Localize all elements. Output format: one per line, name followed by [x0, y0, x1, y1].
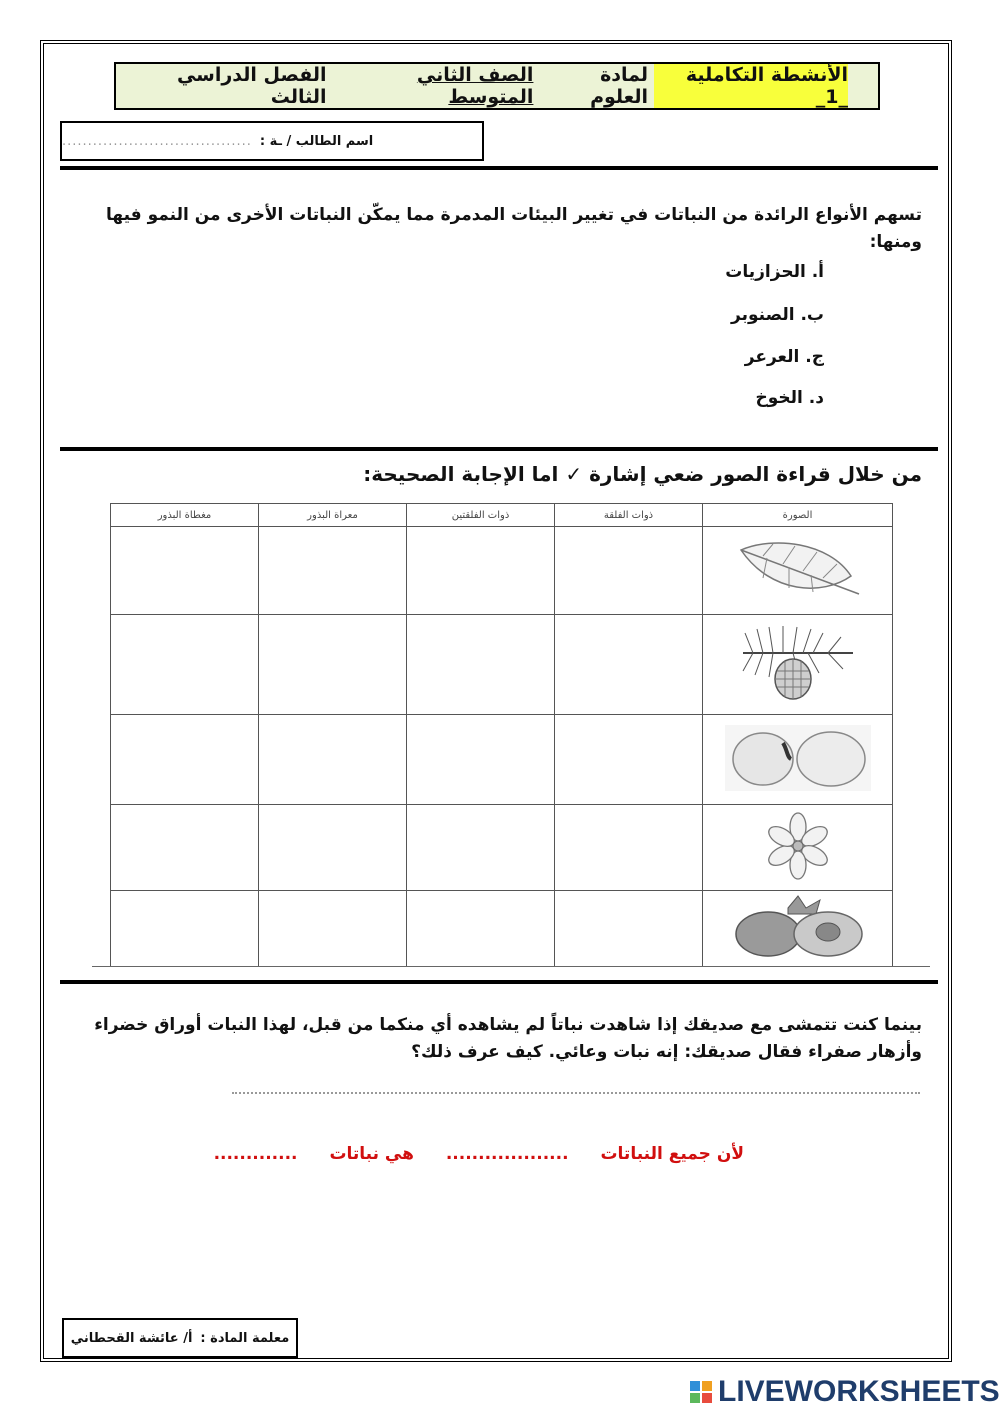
- table-header-row: [111, 504, 893, 527]
- student-name-label: اسم الطالب / ـة :: [259, 133, 374, 149]
- answer-cell[interactable]: [259, 615, 407, 715]
- divider: [60, 166, 938, 170]
- answer-cell[interactable]: [111, 805, 259, 891]
- divider: [60, 447, 938, 451]
- answer-cell[interactable]: [259, 527, 407, 615]
- answer-cell[interactable]: [407, 891, 555, 967]
- col-angiosperm: مغطاة البذور: [111, 504, 259, 527]
- table-row: [111, 527, 893, 615]
- answer-part-1: لأن جميع النباتات: [600, 1144, 744, 1164]
- title-subject: لمادة العلوم: [590, 64, 649, 108]
- student-name-field[interactable]: [60, 121, 484, 161]
- answer-cell[interactable]: [407, 715, 555, 805]
- answer-cell[interactable]: [555, 527, 703, 615]
- question-1-stem: تسهم الأنواع الرائدة من النباتات في تغيير البيئات المدمرة مما يمكّن النباتات الأخرى من النمو فيها ومنها:: [106, 205, 922, 252]
- title-activity: الأنشطة التكاملية _1_: [654, 64, 848, 108]
- table-row: [111, 891, 893, 967]
- col-monocot: ذوات الفلقة: [555, 504, 703, 527]
- pine-cone-image: [703, 615, 893, 715]
- table-underline: [92, 966, 930, 967]
- question-3-stem: بينما كنت تتمشى مع صديقك إذا شاهدت نباتاً لم يشاهده أي منكما من قبل، لهذا النبات أوراق خضراء وأزهار صفراء فقال صديقك: إنه نبات وعائي. كيف عرف ذلك؟: [94, 1015, 922, 1062]
- classification-table: [110, 503, 893, 967]
- leaf-image: [703, 527, 893, 615]
- answer-cell[interactable]: [259, 891, 407, 967]
- answer-cell[interactable]: [555, 891, 703, 967]
- answer-blank-2[interactable]: .............: [213, 1144, 298, 1164]
- flower-image: [703, 805, 893, 891]
- answer-line[interactable]: [232, 1092, 920, 1094]
- answer-part-2: هي نباتات: [329, 1144, 414, 1164]
- table-row: [111, 615, 893, 715]
- table-row: [111, 715, 893, 805]
- answer-cell[interactable]: [111, 615, 259, 715]
- answer-cell[interactable]: [111, 527, 259, 615]
- answer-cell[interactable]: [407, 527, 555, 615]
- col-gymnosperm: معراة البذور: [259, 504, 407, 527]
- liveworksheets-logo: [690, 1374, 1000, 1410]
- logo-text: LIVEWORKSHEETS: [718, 1375, 1000, 1408]
- answer-cell[interactable]: [555, 715, 703, 805]
- answer-cell[interactable]: [111, 715, 259, 805]
- col-image: الصورة: [703, 504, 893, 527]
- table-row: [111, 805, 893, 891]
- title-grade: الصف الثاني المتوسط: [416, 64, 534, 108]
- seed-halves-image: [703, 715, 893, 805]
- answer-cell[interactable]: [407, 805, 555, 891]
- peach-fruit-image: [703, 891, 893, 967]
- worksheet-title: [114, 62, 880, 110]
- answer-hint: [150, 1144, 744, 1164]
- logo-icon: [690, 1381, 712, 1403]
- col-dicot: ذوات الفلقتين: [407, 504, 555, 527]
- student-name-dots: .....................................: [62, 133, 252, 149]
- answer-cell[interactable]: [111, 891, 259, 967]
- answer-blank-1[interactable]: ...................: [445, 1144, 569, 1164]
- teacher-label: معلمة المادة :: [200, 1330, 290, 1346]
- option-b[interactable]: ب. الصنوبر: [731, 305, 824, 325]
- answer-cell[interactable]: [259, 715, 407, 805]
- option-a[interactable]: أ. الحزازيات: [725, 262, 824, 282]
- option-d[interactable]: د. الخوخ: [755, 388, 824, 408]
- answer-cell[interactable]: [555, 805, 703, 891]
- teacher-name: أ/ عائشة القحطاني: [70, 1330, 193, 1346]
- question-2-stem: من خلال قراءة الصور ضعي إشارة ✓ اما الإجابة الصحيحة:: [363, 462, 922, 486]
- title-term: الفصل الدراسي الثالث: [176, 64, 327, 108]
- teacher-box: [62, 1318, 298, 1358]
- answer-cell[interactable]: [407, 615, 555, 715]
- answer-cell[interactable]: [555, 615, 703, 715]
- answer-cell[interactable]: [259, 805, 407, 891]
- divider: [60, 980, 938, 984]
- option-c[interactable]: ج. العرعر: [744, 347, 824, 367]
